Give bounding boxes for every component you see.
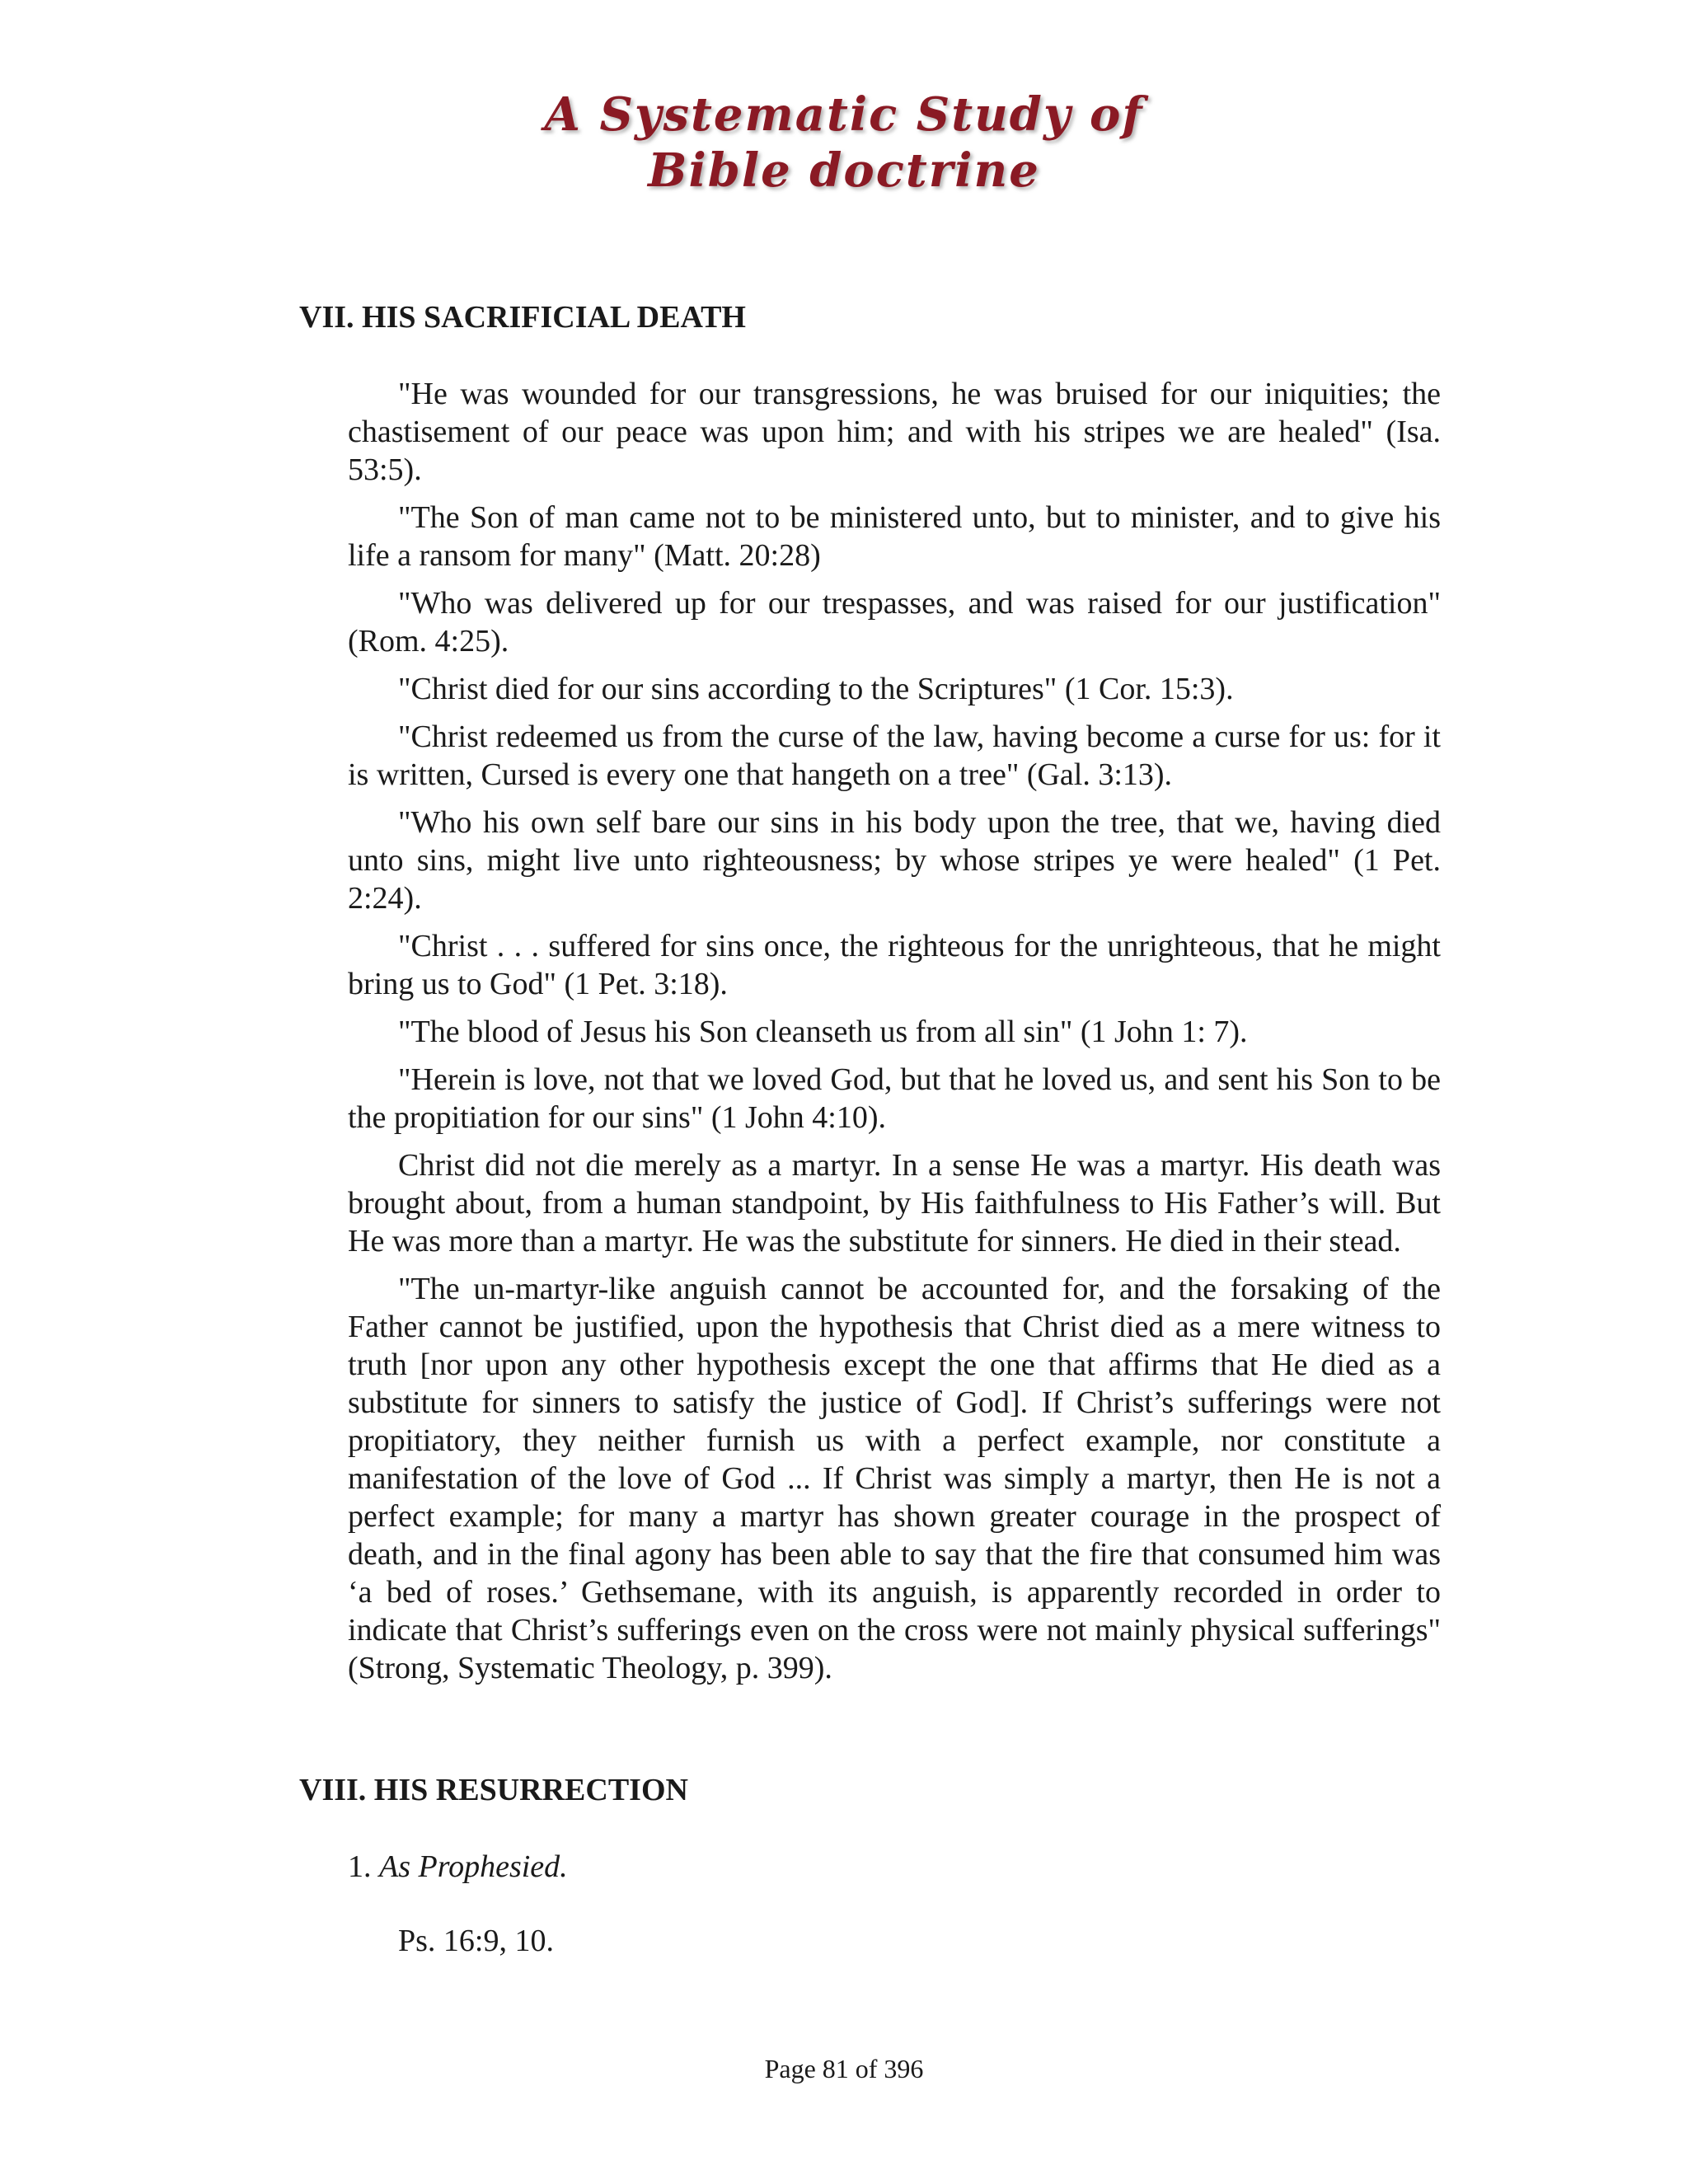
scripture-reference: Ps. 16:9, 10. <box>398 1924 554 1958</box>
section-heading-sacrificial-death: VII. HIS SACRIFICIAL DEATH <box>299 300 746 335</box>
paragraph-9: "Herein is love, not that we loved God, but that he loved us, and sent his Son to be the propitiation for our sins" (1 John 4:10). <box>348 1062 1441 1135</box>
document-header <box>0 87 1688 199</box>
paragraph-1: "He was wounded for our transgressions, he was bruised for our iniquities; the chastisement of our peace was upon him; and with his stripes we are healed" (Isa. 53:5). <box>348 377 1441 487</box>
subsection-as-prophesied <box>348 1849 568 1885</box>
page-number: Page 81 of 396 <box>764 2054 924 2083</box>
paragraph-7: "Christ . . . suffered for sins once, the righteous for the unrighteous, that he might bring us to God" (1 Pet. 3:18). <box>348 929 1441 1001</box>
paragraph-8: "The blood of Jesus his Son cleanseth us from all sin" (1 John 1: 7). <box>398 1015 1248 1049</box>
subsection-number: 1. <box>348 1849 372 1884</box>
paragraph-6: "Who his own self bare our sins in his body upon the tree, that we, having died unto sins, might live unto righteousness; by whose stripes ye were healed" (1 Pet. 2:24). <box>348 805 1441 916</box>
paragraph-11-strong-quote: "The un-martyr-like anguish cannot be accounted for, and the forsaking of the Father cannot be justified, upon the hypothesis that Christ died as a mere witness to truth [nor upon any other hypothesis except the one that affirms that He died as a substitute for sinners to satisfy the justice of God]. If Christ’s sufferings were not propitiatory, they neither furnish us with a perfect example, nor constitute a manifestation of the love of God ... If Christ was simply a martyr, then He is not a perfect example; for many a martyr has shown greater courage in the prospect of death, and in the final agony has been able to say that the fire that consumed him was ‘a bed of roses.’ Gethsemane, with its anguish, is apparently recorded in order to indicate that Christ’s sufferings even on the cross were not mainly physical sufferings" (Strong, Systematic Theology, p. 399). <box>348 1272 1441 1685</box>
header-title-graphic <box>545 87 1144 199</box>
section-heading-resurrection: VIII. HIS RESURRECTION <box>299 1773 688 1807</box>
paragraph-5: "Christ redeemed us from the curse of the law, having become a curse for us: for it is written, Cursed is every one that hangeth on a tree" (Gal. 3:13). <box>348 719 1441 792</box>
header-title-line-2: Bible doctrine <box>648 143 1040 198</box>
header-title-line-1: A Systematic Study of <box>544 87 1144 142</box>
subsection-title: As Prophesied. <box>379 1849 568 1884</box>
section-7-body <box>348 375 1441 1697</box>
paragraph-2: "The Son of man came not to be ministered unto, but to minister, and to give his life a ransom for many" (Matt. 20:28) <box>348 500 1441 573</box>
paragraph-4: "Christ died for our sins according to the Scriptures" (1 Cor. 15:3). <box>398 672 1234 706</box>
paragraph-3: "Who was delivered up for our trespasses, and was raised for our justification" (Rom. 4:25). <box>348 586 1441 658</box>
paragraph-10: Christ did not die merely as a martyr. In a sense He was a martyr. His death was brought about, from a human standpoint, by His faithfulness to His Father’s will. But He was more than a martyr. He was the substitute for sinners. He died in their stead. <box>348 1148 1441 1258</box>
